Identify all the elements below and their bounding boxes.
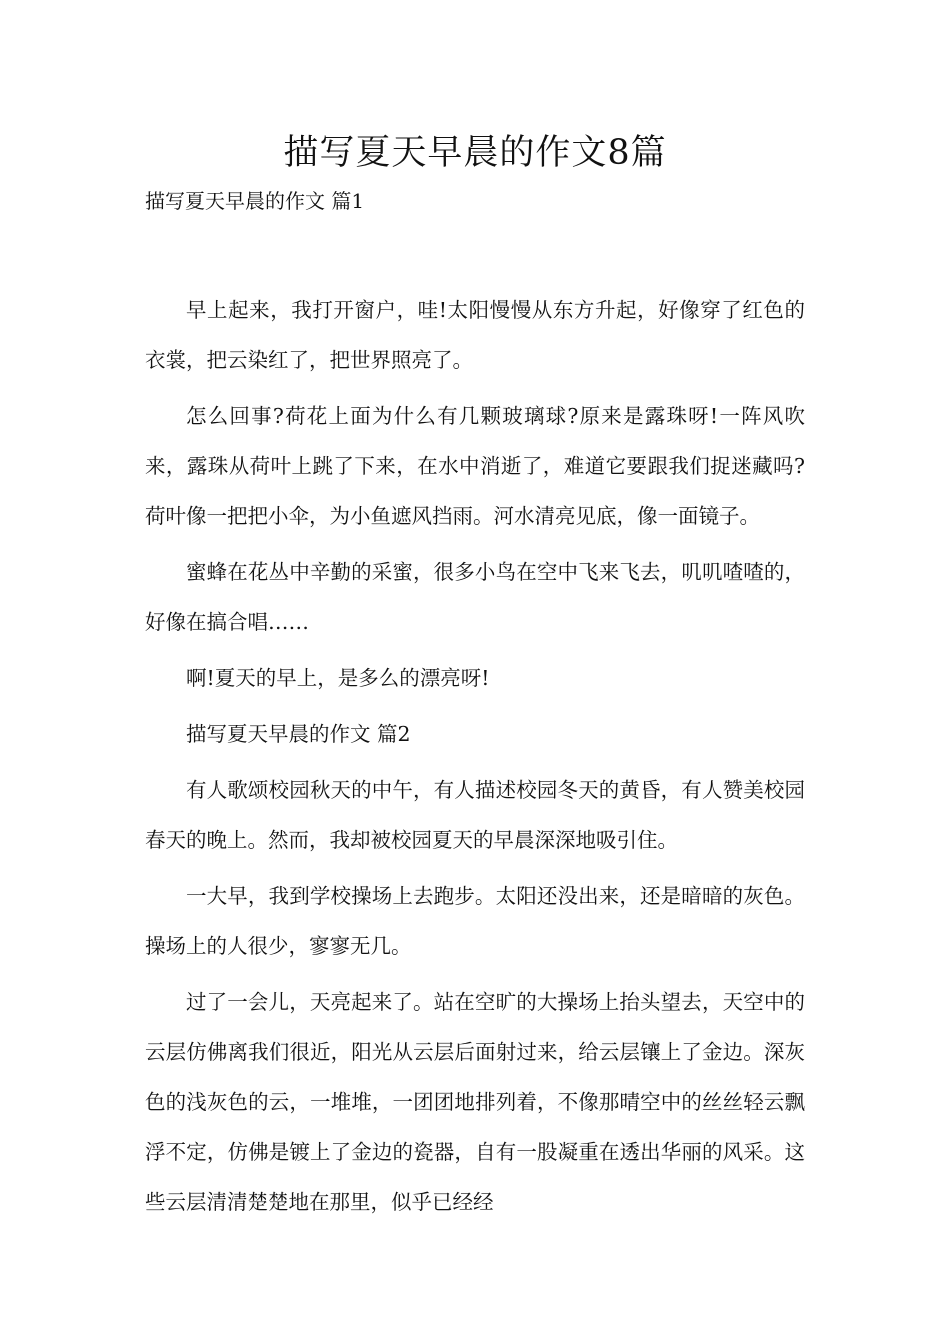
document-body bbox=[145, 285, 805, 1233]
paragraph: 啊!夏天的早上，是多么的漂亮呀! bbox=[186, 666, 490, 690]
section-heading-1: 描写夏天早晨的作文 篇1 bbox=[145, 189, 365, 213]
paragraph: 怎么回事?荷花上面为什么有几颗玻璃球?原来是露珠呀!一阵风吹来，露珠从荷叶上跳了下来，在水中消逝了，难道它要跟我们捉迷藏吗?荷叶像一把把小伞，为小鱼遮风挡雨。河水清亮见底，像一面镜子。 bbox=[145, 404, 805, 528]
paragraph: 早上起来，我打开窗户，哇!太阳慢慢从东方升起，好像穿了红色的衣裳，把云染红了，把世界照亮了。 bbox=[145, 298, 805, 372]
paragraph: 有人歌颂校园秋天的中午，有人描述校园冬天的黄昏，有人赞美校园春天的晚上。然而，我却被校园夏天的早晨深深地吸引住。 bbox=[145, 778, 805, 852]
paragraph: 蜜蜂在花丛中辛勤的采蜜，很多小鸟在空中飞来飞去，叽叽喳喳的，好像在搞合唱…… bbox=[145, 560, 805, 634]
document-title: 描写夏天早晨的作文8篇 bbox=[283, 133, 667, 173]
paragraph: 过了一会儿，天亮起来了。站在空旷的大操场上抬头望去，天空中的云层仿佛离我们很近，阳光从云层后面射过来，给云层镶上了金边。深灰色的浅灰色的云，一堆堆，一团团地排列着，不像那晴空中的丝丝轻云飘浮不定，仿佛是镀上了金边的瓷器，自有一股凝重在透出华丽的风采。这些云层清清楚楚地在那里，似乎已经经 bbox=[145, 990, 805, 1214]
section-heading-2: 描写夏天早晨的作文 篇2 bbox=[186, 722, 411, 746]
paragraph: 一大早，我到学校操场上去跑步。太阳还没出来，还是暗暗的灰色。操场上的人很少，寥寥无几。 bbox=[145, 884, 805, 958]
